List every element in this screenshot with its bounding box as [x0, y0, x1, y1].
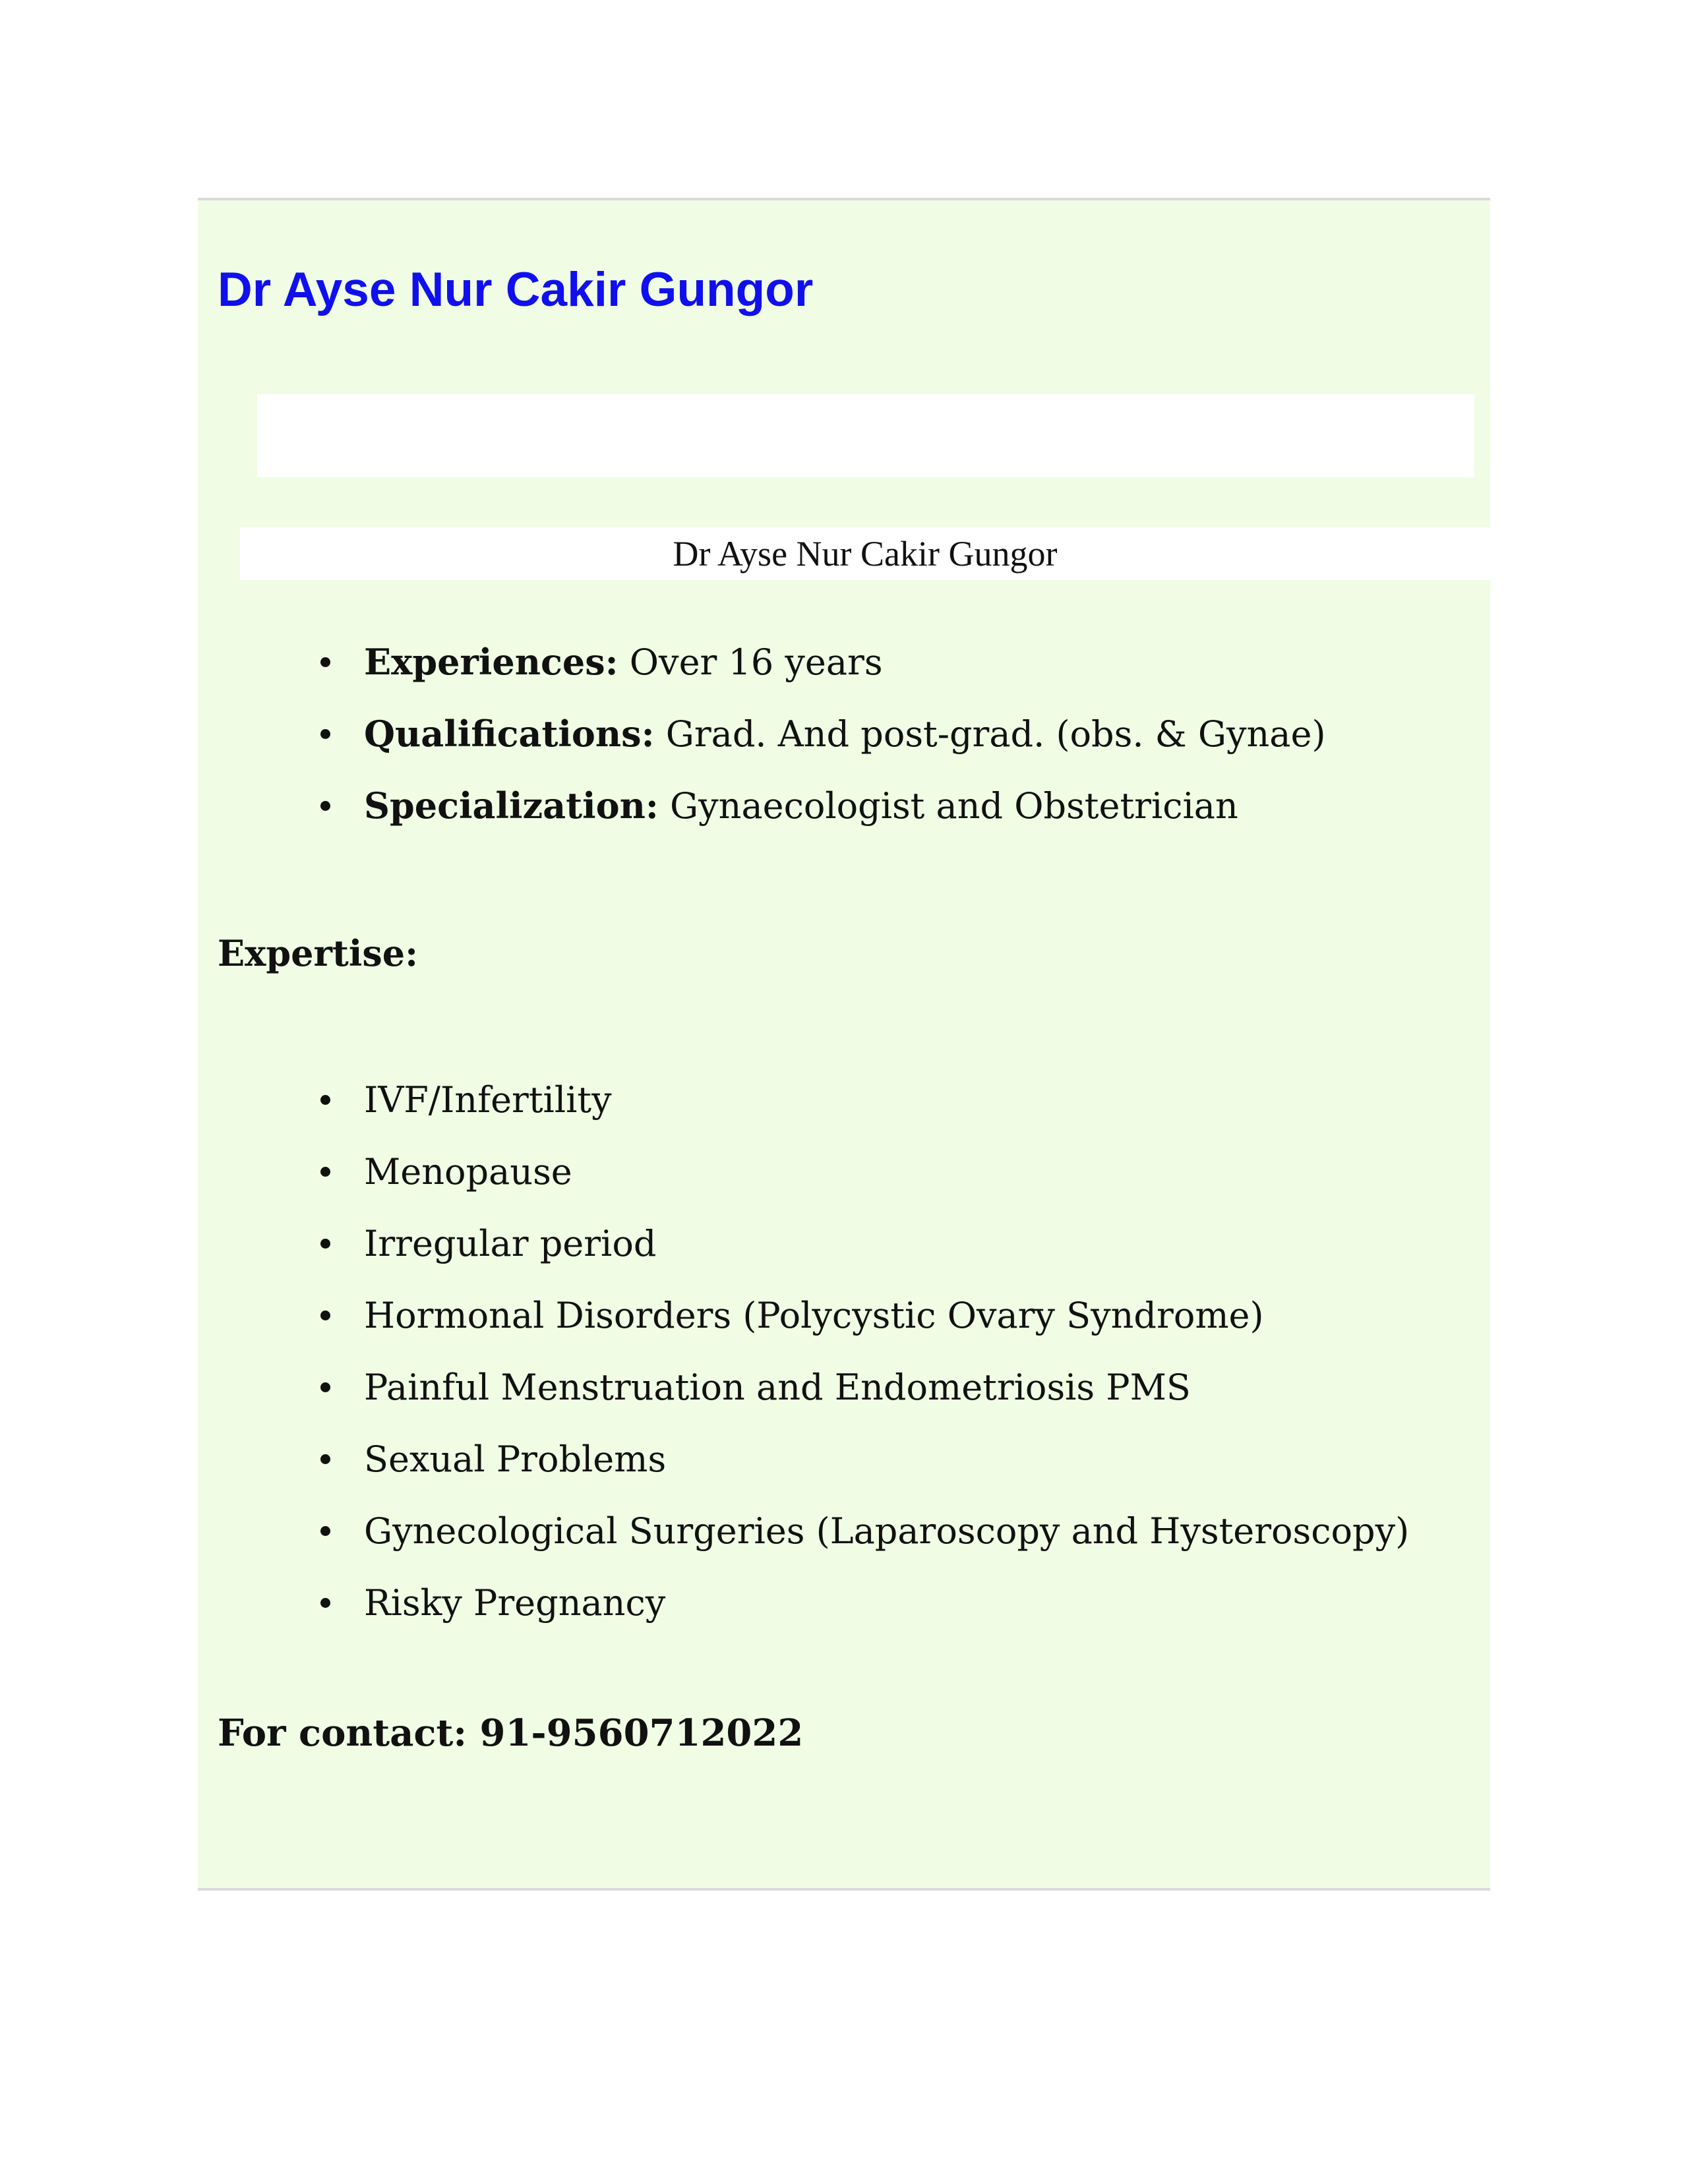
info-list [314, 626, 1326, 842]
info-value: Gynaecologist and Obstetrician [658, 785, 1238, 827]
list-item: Painful Menstruation and Endometriosis PMS [314, 1351, 1409, 1423]
list-item: IVF/Infertility [314, 1064, 1409, 1136]
list-item-experiences [314, 626, 1326, 698]
info-label: Qualifications: [364, 713, 655, 755]
expertise-heading: Expertise: [218, 932, 419, 974]
list-item-specialization [314, 770, 1326, 842]
info-label: Experiences: [364, 641, 618, 683]
list-item: Menopause [314, 1136, 1409, 1208]
expertise-list [314, 1064, 1409, 1639]
image-placeholder [257, 394, 1474, 477]
image-caption: Dr Ayse Nur Cakir Gungor [673, 534, 1058, 574]
info-value: Over 16 years [618, 641, 883, 683]
list-item: Irregular period [314, 1208, 1409, 1280]
list-item: Hormonal Disorders (Polycystic Ovary Syndrome) [314, 1280, 1409, 1351]
profile-card [198, 198, 1490, 1891]
list-item: Gynecological Surgeries (Laparoscopy and Hysteroscopy) [314, 1495, 1409, 1567]
page-title: Dr Ayse Nur Cakir Gungor [218, 263, 814, 316]
list-item: Sexual Problems [314, 1423, 1409, 1495]
info-value: Grad. And post-grad. (obs. & Gynae) [654, 713, 1326, 755]
caption-bar [240, 527, 1490, 580]
list-item-qualifications [314, 698, 1326, 770]
contact-info: For contact: 91-9560712022 [218, 1711, 804, 1755]
info-label: Specialization: [364, 784, 659, 827]
list-item: Risky Pregnancy [314, 1567, 1409, 1639]
